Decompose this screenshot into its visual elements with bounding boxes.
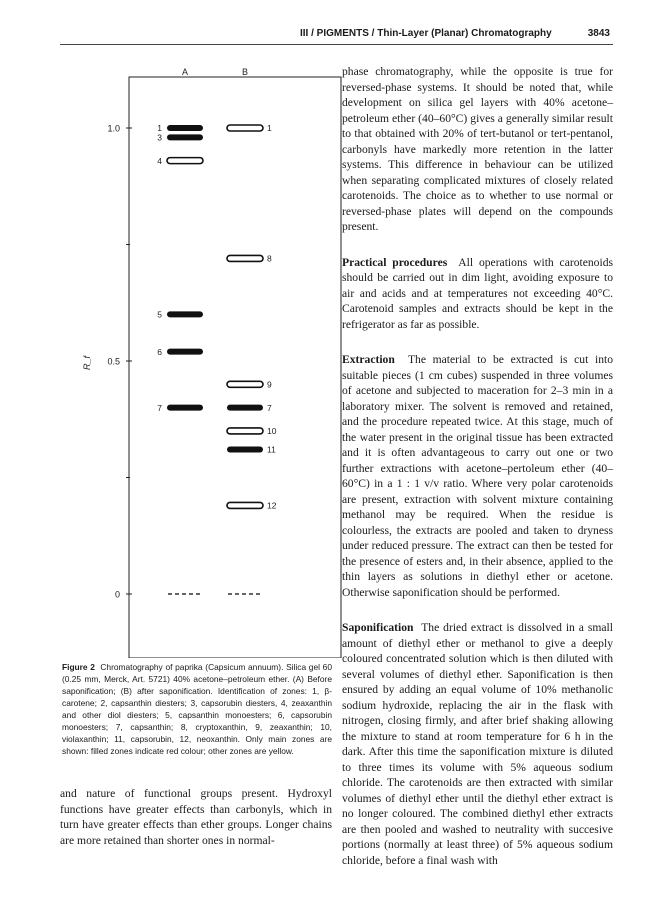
tlc-figure — [60, 58, 345, 658]
y-axis — [82, 124, 132, 600]
extraction-text: The material to be extracted is cut into suitable pieces (1 cm cubes) suspended in three volumes of acetone and subjected to maceration for 2–3 min in a laboratory mixer. The solvent is removed and retained, and the procedure repeated twice. At this stage, much of the water present in the original tissue has been extracted and it is often advantageous to carry out one or two further extractions with acetone–pertoleum ether (40–60°C) in a 1 : 1 v/v ratio. Where very polar carotenoids are present, extraction with solvent mixture containing methanol may be required. When the residue is colourless, the extracts are pooled and taken to dryness under reduced pressure. The extract can then be tested for the presence of esters and, in their absence, applied to the thin layers as solutions in diethyl ether or acetone. Otherwise saponification should be performed. — [342, 353, 614, 599]
extraction-heading: Extraction — [342, 353, 395, 366]
y-tick-label: 0.5 — [107, 356, 120, 367]
right-column — [342, 64, 613, 868]
header-rule — [60, 44, 613, 45]
zone-label: 8 — [267, 253, 272, 264]
zone-label: 5 — [157, 309, 162, 320]
zone-spot-filled — [227, 405, 263, 411]
zone-spot-filled — [167, 405, 203, 411]
page-number: 3843 — [587, 28, 610, 39]
y-tick-label: 0 — [114, 589, 120, 600]
lane-label-a: A — [181, 67, 189, 77]
y-tick-label: 1.0 — [107, 123, 120, 134]
zone-label: 7 — [157, 402, 162, 413]
intro-paragraph: phase chromatography, while the opposite is true for reversed-phase systems. It should be noted that, while development on silica gel layers with 40% acetone–petroleum ether (40–60°C) gives a generally similar result to that obtained with 20% of tert-butanol or tert-pentanol, carbonyls have markedly more retention in the latter systems. This difference in behaviour can be utilized when separating complicated mixtures of closely related carotenoids. The choice as to whether to use normal or reversed-phase plates will depend on the compounds present. — [342, 65, 613, 233]
y-axis-label: R_f — [82, 355, 92, 371]
zone-label: 3 — [157, 132, 162, 143]
zone-label: 4 — [157, 155, 162, 166]
zone-label: 6 — [157, 346, 162, 357]
lanes — [182, 67, 248, 77]
zone-label: 9 — [267, 379, 272, 390]
zone-label: 10 — [267, 426, 277, 437]
zone-spot-filled — [167, 125, 203, 131]
zone-spot-filled — [167, 134, 203, 140]
zone-label: 12 — [267, 500, 277, 511]
zone-label: 1 — [267, 123, 272, 134]
lane-label-b: B — [241, 67, 249, 77]
extraction-paragraph — [342, 352, 613, 600]
caption-text: Chromatography of paprika (Capsicum annuum). Silica gel 60 (0.25 mm, Merck, Art. 5721) 40% acetone–petroleum ether. (A) Before saponification; (B) after saponification. Identification of zones: 1, β-carotene; 2, capsanthin diesters; 3, capsorubin diesters, 4, zeaxanthin and other diol diesters; 5, capsanthin monoesters; 6, capsorubin monoesters; 7, capsanthin; 8, cryptoxanthin, 9, zeaxanthin; 10, violaxanthin; 11, capsorubin, 12, neoxanthin. Only main zones are shown: filled zones indicate red colour; other zones are yellow. — [62, 662, 333, 756]
running-title: III / PIGMENTS / Thin-Layer (Planar) Chromatography — [300, 28, 552, 39]
running-header — [300, 28, 610, 39]
saponification-heading: Saponification — [342, 621, 414, 634]
zone-spot-outline — [167, 158, 203, 164]
zones — [157, 123, 276, 510]
saponification-paragraph — [342, 620, 613, 868]
practical-heading: Practical procedures — [342, 255, 448, 269]
zone-spot-filled — [167, 311, 203, 317]
practical-paragraph — [342, 255, 613, 333]
saponification-text: The dried extract is dissolved in a small amount of diethyl ether or methanol to give a deeply coloured concentrated solution which is then diluted with several volumes of diethyl ether. Saponification is then ensured by adding an equal volume of 10% methanolic sodium hydroxide, replacing the air in the flask with nitrogen, closing firmly, and after brief shaking allowing the mixture to stand at room temperature for 6 h in the dark. After this time the saponification mixture is diluted to three times its volume with 5% aqueous sodium chloride. The carotenoids are then extracted with similar volumes of diethyl ether until the diethyl ether extract is no longer coloured. The combined diethyl ether extracts are then pooled and washed to neutrality with succesive portions (normally at least three) of 5% aqueous sodium chloride, before a final wash with — [342, 621, 613, 867]
zone-spot-outline — [227, 125, 263, 131]
zone-spot-outline — [227, 428, 263, 434]
caption-label: Figure 2 — [62, 662, 95, 672]
figure-caption — [62, 661, 332, 757]
zone-spot-outline — [227, 381, 263, 387]
practical-text: All operations with carotenoids should be carried out in dim light, avoiding exposure to air and acids and at temperatures not exceeding 40°C. Carotenoid samples and extracts should be kept in the refrigerator as far as possible. — [342, 255, 613, 331]
zone-label: 1 — [157, 123, 162, 134]
zone-spot-filled — [227, 447, 263, 453]
zone-spot-filled — [167, 349, 203, 355]
zone-spot-outline — [227, 502, 263, 508]
zone-label: 11 — [267, 444, 276, 455]
left-column-text: and nature of functional groups present. Hydroxyl functions have greater effects than carbonyls, which in turn have greater effects than ether groups. Longer chains are more retained than shorter ones in normal- — [60, 787, 332, 847]
zone-label: 7 — [267, 402, 272, 413]
zone-spot-outline — [227, 255, 263, 261]
